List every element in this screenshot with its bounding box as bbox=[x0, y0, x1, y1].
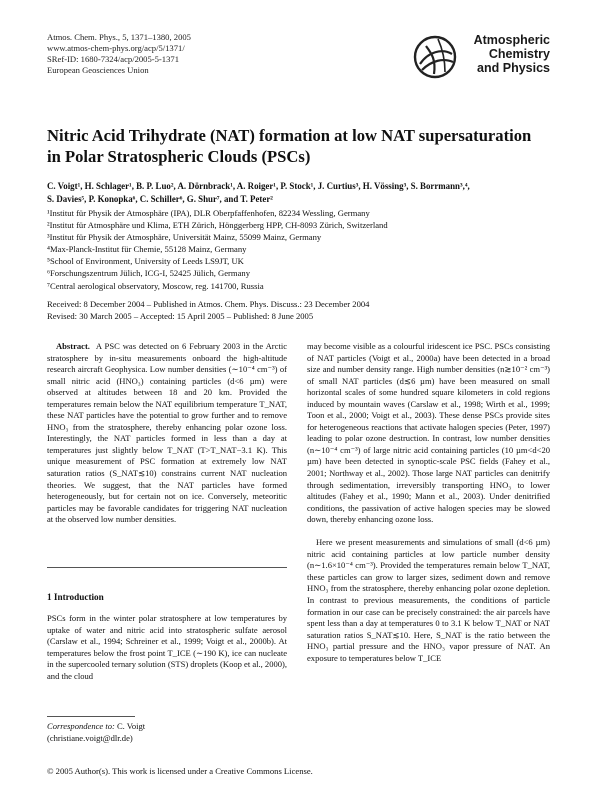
footnote-divider bbox=[47, 716, 135, 717]
affiliation-item: ¹Institut für Physik der Atmosphäre (IPA), DLR Oberpfaffenhofen, 82234 Wessling, Germany bbox=[47, 208, 370, 218]
affiliation-item: ⁶Forschungszentrum Jülich, ICG-I, 52425 Jülich, Germany bbox=[47, 268, 251, 279]
journal-url[interactable]: www.atmos-chem-phys.org/acp/5/1371/ bbox=[47, 43, 185, 53]
abstract-text: A PSC was detected on 6 February 2003 in the Arctic stratosphere by in-situ measurements onboard the high-altitude research aircraft Geophysica. Low number densities (∼10⁻⁴ cm⁻³) of small nitric acid (HNO₃) containing particles (d<6 µm) were observed at altitudes between 18 and 20 km. Provided the temperatures remain below the NAT equilibrium temperature T_NAT, these NAT particles have the potential to grow further and to remove HNO₃ from the stratosphere, thereby enhancing polar ozone loss. Interestingly, the NAT particles formed in less than a day at temperatures just slightly below T_NAT (T>T_NAT−3.1 K). This unique measurement of PSC formation at extremely low NAT saturation ratios (S_NAT≲10) constrains current NAT nucleation theories. We suggest, that the NAT particles have formed heterogeneously, but for certain not on ice. Conversely, meteoritic particles may be favorable candidates for triggering NAT nucleation at the observed low number densities. bbox=[47, 341, 287, 525]
intro-paragraph: Here we present measurements and simulations of small (d<6 µm) nitric acid containing particles at low particle number density (n∼1.6×10⁻⁴ cm⁻³). Provided the temperatures remain below T_NAT, these particles can grow to larger sizes, sediment down and remove HNO₃ from the stratosphere, thereby enhancing polar ozone depletion. In contrast to previous measurements, the conditions of particle formation in our case can be precisely constrained: the air parcels have spent less than a day at temperatures 0 to 3.1 K below T_NAT or NAT saturation ratios S_NAT≲10. Here, S_NAT is the ratio between the HNO₃ partial pressure and the HNO₃ vapor pressure of NAT. An exposure to temperatures below T_ICE bbox=[307, 537, 550, 663]
abstract-label: Abstract. bbox=[56, 341, 90, 351]
journal-header bbox=[47, 32, 191, 76]
logo-wordmark bbox=[458, 33, 550, 75]
section-heading: 1 Introduction bbox=[47, 592, 104, 602]
affiliation-list bbox=[47, 207, 388, 292]
correspondence-email[interactable]: (christiane.voigt@dlr.de) bbox=[47, 733, 133, 743]
logo-line-3: and Physics bbox=[477, 61, 550, 75]
correspondence-footnote bbox=[47, 720, 145, 744]
logo-line-1: Atmospheric bbox=[473, 33, 550, 47]
affiliation-item: ⁵School of Environment, University of Leeds LS9JT, UK bbox=[47, 256, 244, 267]
section-divider bbox=[47, 567, 287, 568]
intro-right-column bbox=[307, 341, 550, 664]
publisher-name: European Geosciences Union bbox=[47, 65, 149, 75]
revised-line: Revised: 30 March 2005 – Accepted: 15 April 2005 – Published: 8 June 2005 bbox=[47, 311, 314, 321]
affiliation-item: ²Institut für Atmosphäre und Klima, ETH Zürich, Hönggerberg HPP, CH-8093 Zürich, Switzerland bbox=[47, 220, 388, 231]
intro-paragraph: PSCs form in the winter polar stratosphere at low temperatures by uptake of water and nitric acid into stratospheric sulfate aerosol (Carslaw et al., 1994; Schreiner et al., 1999; Voigt et al., 2000b). At temperatures below the frost point T_ICE (∼190 K), ice can nucleate in the supercooled ternary solution (STS) droplets (Koop et al., 2000), and the cloud bbox=[47, 613, 287, 681]
title-line-2: in Polar Stratospheric Clouds (PSCs) bbox=[47, 147, 311, 166]
logo-line-2: Chemistry bbox=[488, 47, 550, 61]
authors-line-2: S. Davies⁵, P. Konopka⁶, C. Schiller⁶, G. Shur⁷, and T. Peter² bbox=[47, 193, 273, 204]
copyright-notice: © 2005 Author(s). This work is licensed under a Creative Commons License. bbox=[47, 766, 313, 776]
affiliation-item: ⁷Central aerological observatory, Moscow, reg. 141700, Russia bbox=[47, 280, 264, 291]
author-list bbox=[47, 180, 552, 205]
title-line-1: Nitric Acid Trihydrate (NAT) formation at low NAT supersaturation bbox=[47, 126, 532, 145]
sref-id: SRef-ID: 1680-7324/acp/2005-5-1371 bbox=[47, 54, 179, 64]
globe-emblem-icon bbox=[412, 34, 458, 80]
intro-left-column bbox=[47, 613, 287, 682]
received-line: Received: 8 December 2004 – Published in Atmos. Chem. Phys. Discuss.: 23 December 2004 bbox=[47, 299, 370, 309]
authors-line-1: C. Voigt¹, H. Schlager¹, B. P. Luo², A. Dörnbrack¹, A. Roiger¹, P. Stock¹, J. Curtius³, H. Vössing³, S. Borrmann³,⁴, bbox=[47, 181, 470, 191]
journal-citation: Atmos. Chem. Phys., 5, 1371–1380, 2005 bbox=[47, 32, 191, 42]
journal-logo bbox=[412, 33, 552, 85]
intro-paragraph: may become visible as a colourful iridescent ice PSC. PSCs consisting of NAT particles (Voigt et al., 2000a) have been detected in a broad size and number density range. High number densities (n≳10⁻² cm⁻³) of small NAT particles (d≲6 µm) have been measured on small horizontal scales of some hundred square kilometers in cold regions induced by mountain waves (Carslaw et al., 1998; Wirth et al., 1999; Toon et al., 2000; Voigt et al., 2003). These dense PSCs provide sites for heterogeneous reactions that activate halogen species (Peter, 1997) leading to polar ozone destruction. In contrast, low number densities (n∼10⁻⁴ cm⁻³) of large nitric acid containing particles (10 µm<d<20 µm) have been detected in synoptic-scale PSC fields (Fahey et al., 2001; Northway et al., 2002). Those large NAT particles can denitrify through sedimentation, irreversibly transporting HNO₃ to lower altitudes (Fahey et al., 1990; Mann et al., 2003). Under denitrified conditions, the passivation of active halogen species may be slowed down, thereby enhancing ozone loss. bbox=[307, 341, 550, 525]
correspondence-label: Correspondence to: bbox=[47, 721, 115, 731]
paper-title bbox=[47, 125, 552, 167]
affiliation-item: ⁴Max-Planck-Institut für Chemie, 55128 Mainz, Germany bbox=[47, 244, 247, 255]
correspondence-name: C. Voigt bbox=[116, 721, 146, 731]
abstract-block bbox=[47, 341, 287, 526]
affiliation-item: ³Institut für Physik der Atmosphäre, Universität Mainz, 55099 Mainz, Germany bbox=[47, 232, 322, 243]
publication-dates bbox=[47, 298, 369, 322]
